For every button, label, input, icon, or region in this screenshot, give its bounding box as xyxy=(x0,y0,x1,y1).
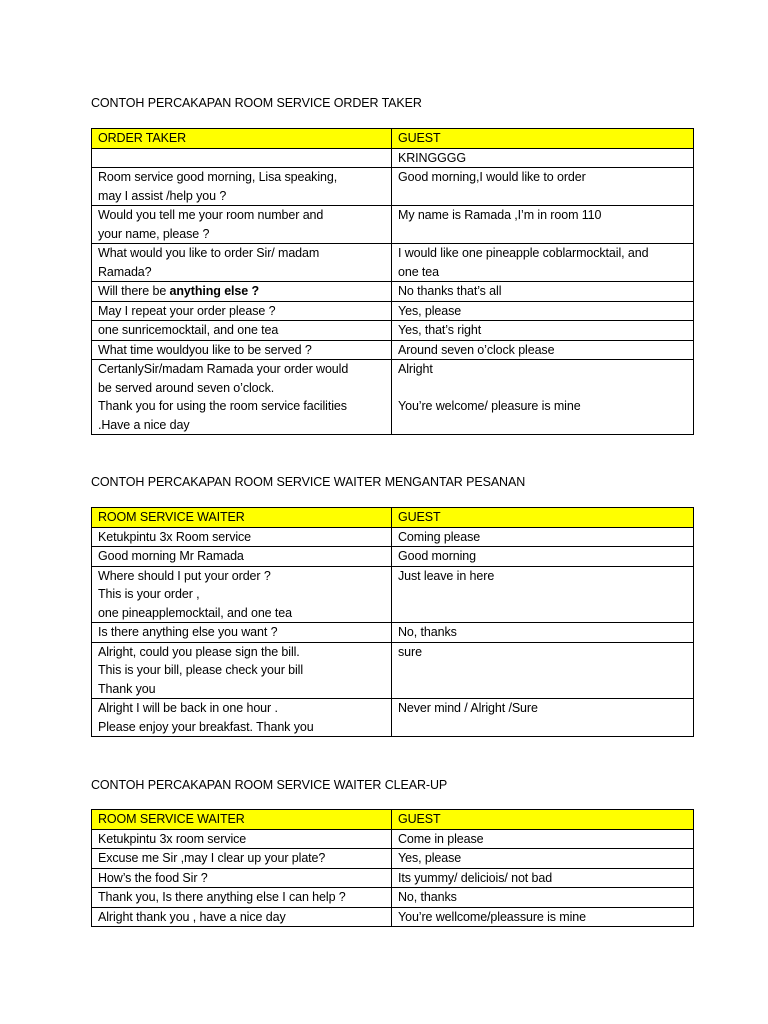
staff-line-cell xyxy=(92,148,392,168)
staff-line-cell xyxy=(92,527,392,547)
staff-line-cell xyxy=(92,566,392,623)
column-header-staff: ROOM SERVICE WAITER xyxy=(92,508,392,528)
guest-line: Yes, please xyxy=(398,851,462,865)
section-title-waiter-delivery: CONTOH PERCAKAPAN ROOM SERVICE WAITER MENGANTAR PESANAN xyxy=(91,475,526,489)
staff-line: Alright, could you please sign the bill. xyxy=(98,644,300,659)
staff-line: CertanlySir/madam Ramada your order would xyxy=(98,362,349,376)
guest-line-cell xyxy=(392,206,694,244)
table-row xyxy=(92,527,694,547)
table-row xyxy=(92,547,694,567)
guest-line-cell xyxy=(392,527,694,547)
staff-line: may I assist /help you ? xyxy=(98,188,227,203)
staff-line xyxy=(98,282,385,301)
staff-line-cell xyxy=(92,849,392,869)
staff-line-cell xyxy=(92,360,392,435)
guest-line: Its yummy/ deliciois/ not bad xyxy=(398,870,553,885)
staff-line-cell xyxy=(92,907,392,927)
table-row xyxy=(92,168,694,206)
guest-line-cell xyxy=(392,282,694,302)
guest-line: sure xyxy=(398,644,422,659)
guest-line-cell xyxy=(392,244,694,282)
table-row xyxy=(92,148,694,168)
staff-line: This is your bill, please check your bill xyxy=(98,663,304,677)
table-header-row xyxy=(92,129,694,149)
column-header-guest: GUEST xyxy=(392,508,694,528)
guest-line: Around seven o’clock please xyxy=(398,342,555,357)
table-row xyxy=(92,360,694,435)
staff-line: .Have a nice day xyxy=(98,417,190,432)
table-row xyxy=(92,244,694,282)
staff-line: What would you like to order Sir/ madam xyxy=(98,246,320,260)
table-header-row xyxy=(92,508,694,528)
guest-line-cell xyxy=(392,168,694,206)
table-row xyxy=(92,301,694,321)
staff-line: Alright thank you , have a nice day xyxy=(98,909,286,924)
staff-line: Alright I will be back in one hour . xyxy=(98,701,278,715)
guest-line-cell xyxy=(392,340,694,360)
table-header-row xyxy=(92,810,694,830)
staff-line-emphasis: anything else ? xyxy=(169,284,260,298)
staff-line-cell xyxy=(92,623,392,643)
staff-line: What time wouldyou like to be served ? xyxy=(98,342,312,357)
staff-line-cell xyxy=(92,206,392,244)
column-header-guest: GUEST xyxy=(392,810,694,830)
guest-line: Coming please xyxy=(398,529,481,544)
table-row xyxy=(92,566,694,623)
staff-line xyxy=(98,149,385,168)
guest-line: No, thanks xyxy=(398,625,457,639)
staff-line: Would you tell me your room number and xyxy=(98,208,324,222)
guest-line: You’re welcome/ pleasure is mine xyxy=(398,399,581,413)
table-row xyxy=(92,623,694,643)
guest-line: Yes, please xyxy=(398,303,462,318)
guest-line-cell xyxy=(392,566,694,623)
staff-line-cell xyxy=(92,699,392,737)
staff-line-cell xyxy=(92,244,392,282)
staff-line-cell xyxy=(92,829,392,849)
guest-line: Good morning xyxy=(398,549,477,563)
staff-line: Room service good morning, Lisa speaking, xyxy=(98,170,338,184)
table-row xyxy=(92,321,694,341)
table-row xyxy=(92,642,694,699)
staff-line: Thank you for using the room service facilities xyxy=(98,399,347,413)
staff-line: How’s the food Sir ? xyxy=(98,870,208,885)
table-row xyxy=(92,888,694,908)
table-row xyxy=(92,699,694,737)
guest-line: You’re wellcome/pleassure is mine xyxy=(398,909,586,924)
guest-line-cell xyxy=(392,907,694,927)
guest-line-cell xyxy=(392,301,694,321)
staff-line-cell xyxy=(92,282,392,302)
guest-line-cell xyxy=(392,547,694,567)
staff-line: Good morning Mr Ramada xyxy=(98,549,244,563)
staff-line-cell xyxy=(92,340,392,360)
guest-line-cell xyxy=(392,623,694,643)
staff-line-cell xyxy=(92,301,392,321)
guest-line: Just leave in here xyxy=(398,568,495,583)
dialog-table-waiter-delivery xyxy=(91,507,694,737)
dialog-table-order-taker xyxy=(91,128,694,435)
staff-line: one sunricemocktail, and one tea xyxy=(98,323,279,337)
staff-line: This is your order , xyxy=(98,587,200,601)
blank-line xyxy=(398,379,687,398)
guest-line-cell xyxy=(392,360,694,435)
guest-line: Alright xyxy=(398,362,433,376)
staff-line: Where should I put your order ? xyxy=(98,568,271,583)
staff-line: be served around seven o’clock. xyxy=(98,380,275,395)
guest-line: I would like one pineapple coblarmocktail, and xyxy=(398,246,649,260)
guest-line: Never mind / Alright /Sure xyxy=(398,701,538,715)
table-row xyxy=(92,849,694,869)
guest-line: Come in please xyxy=(398,831,484,846)
dialog-table-waiter-clear-up xyxy=(91,809,694,927)
section-title-waiter-clear-up: CONTOH PERCAKAPAN ROOM SERVICE WAITER CLEAR-UP xyxy=(91,778,448,792)
staff-line-prefix: Will there be xyxy=(98,284,170,298)
table-row xyxy=(92,282,694,302)
column-header-staff: ROOM SERVICE WAITER xyxy=(92,810,392,830)
staff-line-cell xyxy=(92,547,392,567)
staff-line-cell xyxy=(92,642,392,699)
guest-line: one tea xyxy=(398,264,440,279)
column-header-staff: ORDER TAKER xyxy=(92,129,392,149)
guest-line: Yes, that’s right xyxy=(398,323,482,337)
staff-line: Thank you, Is there anything else I can help ? xyxy=(98,890,346,904)
staff-line: one pineapplemocktail, and one tea xyxy=(98,605,292,620)
guest-line-cell xyxy=(392,868,694,888)
table-row xyxy=(92,340,694,360)
staff-line-cell xyxy=(92,168,392,206)
staff-line-cell xyxy=(92,868,392,888)
guest-line-cell xyxy=(392,888,694,908)
staff-line-cell xyxy=(92,321,392,341)
staff-line: Ketukpintu 3x room service xyxy=(98,831,247,846)
column-header-guest: GUEST xyxy=(392,129,694,149)
guest-line-cell xyxy=(392,642,694,699)
table-row xyxy=(92,907,694,927)
table-row xyxy=(92,829,694,849)
staff-line-cell xyxy=(92,888,392,908)
table-row xyxy=(92,868,694,888)
staff-line: Ramada? xyxy=(98,264,152,279)
guest-line: No, thanks xyxy=(398,890,457,904)
staff-line: Ketukpintu 3x Room service xyxy=(98,529,252,544)
staff-line: Please enjoy your breakfast. Thank you xyxy=(98,719,314,734)
guest-line: My name is Ramada ,I’m in room 110 xyxy=(398,208,602,222)
staff-line: Excuse me Sir ,may I clear up your plate? xyxy=(98,851,326,865)
guest-line-cell xyxy=(392,321,694,341)
guest-line-cell xyxy=(392,148,694,168)
staff-line: May I repeat your order please ? xyxy=(98,303,276,318)
guest-line: KRINGGGG xyxy=(398,150,466,165)
staff-line: Thank you xyxy=(98,681,156,696)
guest-line-cell xyxy=(392,849,694,869)
staff-line: your name, please ? xyxy=(98,226,210,241)
guest-line: No thanks that’s all xyxy=(398,284,502,298)
guest-line-cell xyxy=(392,699,694,737)
table-row xyxy=(92,206,694,244)
guest-line-cell xyxy=(392,829,694,849)
guest-line: Good morning,I would like to order xyxy=(398,170,586,184)
staff-line: Is there anything else you want ? xyxy=(98,625,278,639)
section-title-order-taker: CONTOH PERCAKAPAN ROOM SERVICE ORDER TAKER xyxy=(91,96,422,110)
